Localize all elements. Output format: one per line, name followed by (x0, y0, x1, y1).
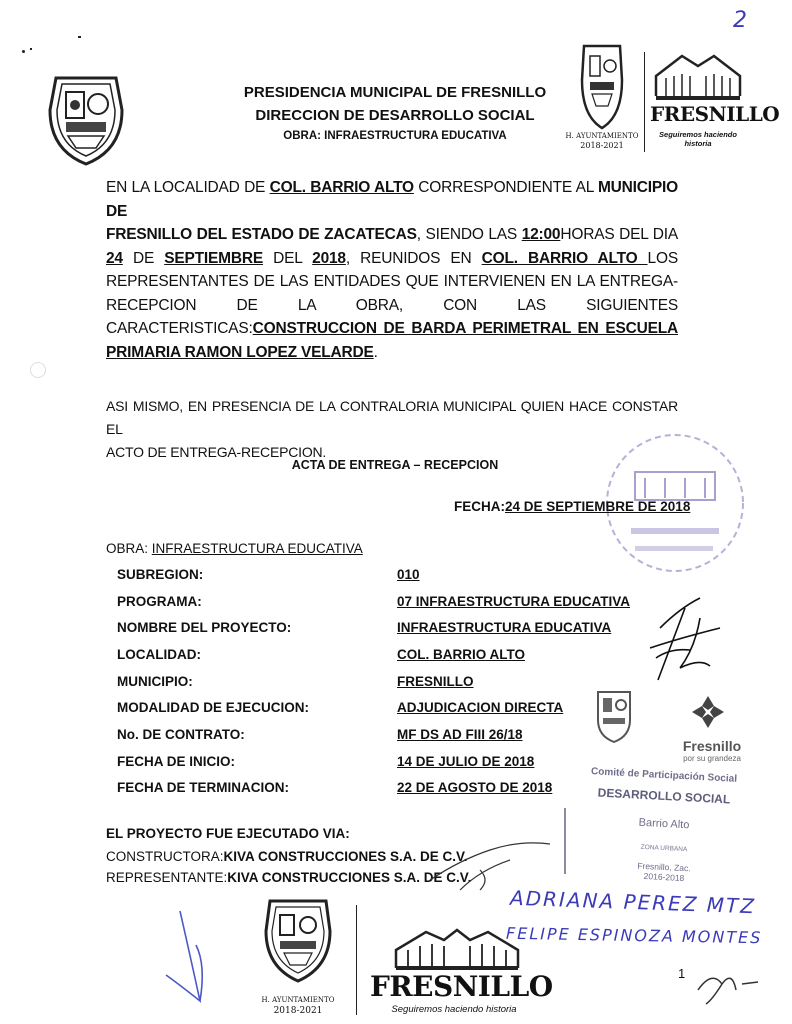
fresnillo-flower-icon (690, 694, 726, 730)
constructora-value: KIVA CONSTRUCCIONES S.A. DE C.V. (223, 849, 468, 864)
comite-stamp (560, 688, 760, 888)
page-number: 1 (678, 966, 686, 981)
speck (22, 50, 25, 53)
stamp-line: 2016-2018 (643, 870, 685, 884)
header-subtitle: DIRECCION DE DESARROLLO SOCIAL (255, 107, 535, 124)
stamp-line: Comité de Participación Social (590, 766, 738, 785)
detail-row (117, 594, 631, 609)
detail-row (117, 780, 553, 795)
representante-label: REPRESENTANTE: (106, 870, 228, 885)
detail-value: 010 (397, 567, 420, 582)
fresnillo-slogan: Seguiremos haciendo historia (659, 130, 737, 148)
fecha-label: FECHA: (454, 499, 505, 514)
ayuntamiento-label: H. AYUNTAMIENTO (565, 132, 639, 140)
contraloria-paragraph (106, 395, 678, 464)
detail-label: MODALIDAD DE EJECUCION: (117, 700, 310, 715)
acta-title: ACTA DE ENTREGA – RECEPCION (291, 458, 499, 472)
detail-row (117, 647, 525, 662)
detail-label: FECHA DE TERMINACION: (117, 780, 289, 795)
fecha-line (454, 499, 690, 514)
footer-ayuntamiento: H. AYUNTAMIENTO (261, 996, 335, 1004)
speck (30, 48, 32, 50)
detail-row (117, 567, 420, 582)
detail-row (117, 700, 564, 715)
detail-row (117, 754, 535, 769)
representante-line (106, 870, 471, 885)
stamp-brand: Fresnillo (682, 738, 742, 754)
intro-line-3 (106, 247, 678, 271)
stamp-border (564, 808, 576, 874)
stamp-line: Fresnillo, Zac. (637, 860, 691, 874)
detail-label: NOMBRE DEL PROYECTO: (117, 620, 292, 635)
handwritten-name: ADRIANA PEREZ MTZ (509, 885, 757, 919)
fecha-value: 24 DE SEPTIEMBRE DE 2018 (505, 499, 691, 514)
mes-value: SEPTIEMBRE (164, 249, 263, 267)
footer-seal-logo (258, 895, 338, 985)
ayuntamiento-seal-logo (578, 40, 626, 132)
comite-seal-icon (594, 688, 634, 744)
obra-line (106, 541, 363, 556)
text: DEL (262, 249, 313, 267)
detail-row (117, 674, 474, 689)
dia-value: 24 (106, 249, 123, 267)
text: EN LA LOCALIDAD DE (106, 179, 270, 196)
speck (78, 36, 81, 38)
header-title: PRESIDENCIA MUNICIPAL DE FRESNILLO (243, 84, 547, 101)
text: . (373, 343, 378, 361)
text: DE (122, 249, 165, 267)
detail-value: 14 DE JULIO DE 2018 (397, 754, 535, 769)
representante-value: KIVA CONSTRUCCIONES S.A. DE C.V. (227, 870, 472, 885)
detail-row (117, 727, 523, 742)
text: CARACTERISTICAS: (106, 320, 253, 337)
municipio-value: MUNICIPIO DE (106, 179, 678, 220)
signature (160, 905, 220, 1015)
detail-value: INFRAESTRUCTURA EDUCATIVA (397, 620, 612, 635)
detail-value: 07 INFRAESTRUCTURA EDUCATIVA (397, 594, 631, 609)
fresnillo-brand: FRESNILLO (650, 102, 780, 126)
intro-line-4: REPRESENTANTES DE LAS ENTIDADES QUE INTERVIENEN EN LA ENTREGA- (106, 273, 678, 290)
detail-value: ADJUDICACION DIRECTA (397, 700, 564, 715)
handwritten-page-number: 2 (733, 8, 747, 33)
detail-value: COL. BARRIO ALTO (397, 647, 525, 662)
footer-years: 2018-2021 (273, 1006, 323, 1016)
detail-label: SUBREGION: (117, 567, 204, 582)
obra-description: PRIMARIA RAMON LOPEZ VELARDE (106, 343, 374, 361)
text: CORRESPONDIENTE AL (413, 179, 598, 196)
intro-line-6 (106, 317, 678, 341)
intro-line-1 (106, 176, 678, 223)
intro-line-5: RECEPCION DE LA OBRA, CON LAS SIGUIENTES (106, 296, 678, 314)
ejecucion-title: EL PROYECTO FUE EJECUTADO VIA: (106, 826, 350, 841)
constructora-line (106, 849, 468, 864)
stamp-line: Barrio Alto (638, 816, 690, 832)
footer-fresnillo-building-logo (392, 924, 522, 972)
stamp-line: DESARROLLO SOCIAL (597, 785, 731, 807)
footer-slogan: Seguiremos haciendo historia (391, 1004, 517, 1015)
detail-value: 22 DE AGOSTO DE 2018 (397, 780, 553, 795)
detail-label: LOCALIDAD: (117, 647, 201, 662)
stamp-tagline: por su grandeza (683, 754, 741, 763)
constructora-label: CONSTRUCTORA: (106, 849, 224, 864)
handwritten-name: FELIPE ESPINOZA MONTES (505, 923, 763, 948)
detail-value: FRESNILLO (397, 674, 474, 689)
stamp-line: ZONA URBANA (640, 843, 688, 854)
municipal-seal-logo (36, 70, 136, 170)
anio-value: 2018 (312, 249, 346, 267)
detail-label: MUNICIPIO: (117, 674, 193, 689)
logo-divider (644, 52, 645, 152)
signature (692, 960, 762, 1010)
lugar-value: COL. BARRIO ALTO (481, 249, 648, 267)
intro-line-7 (106, 341, 678, 365)
text: HORAS DEL DIA (560, 226, 678, 243)
detail-label: No. DE CONTRATO: (117, 727, 245, 742)
obra-value: INFRAESTRUCTURA EDUCATIVA (151, 541, 363, 556)
header-obra: OBRA: INFRAESTRUCTURA EDUCATIVA (283, 130, 507, 142)
ayuntamiento-years: 2018-2021 (580, 141, 624, 150)
text: , SIENDO LAS (416, 226, 522, 243)
text: , REUNIDOS EN (345, 249, 482, 267)
intro-line-2 (106, 223, 678, 247)
fresnillo-building-logo (652, 46, 744, 104)
footer-brand: FRESNILLO (370, 970, 553, 1003)
hora-value: 12:00 (521, 226, 561, 243)
text: LOS (647, 249, 678, 267)
signature (640, 588, 730, 688)
obra-description: CONSTRUCCION DE BARDA PERIMETRAL EN ESCUELA (252, 320, 678, 337)
footer-divider (356, 905, 357, 1015)
intro-paragraph (106, 176, 678, 364)
detail-value: MF DS AD FIII 26/18 (397, 727, 523, 742)
detail-label: PROGRAMA: (117, 594, 202, 609)
municipio-value: FRESNILLO DEL ESTADO DE ZACATECAS (106, 226, 417, 243)
contraloria-line-2: ACTO DE ENTREGA-RECEPCION. (106, 444, 327, 460)
detail-label: FECHA DE INICIO: (117, 754, 235, 769)
obra-label: OBRA: (106, 541, 152, 556)
contraloria-line-1: ASI MISMO, EN PRESENCIA DE LA CONTRALORIA MUNICIPAL QUIEN HACE CONSTAR EL (106, 398, 678, 437)
detail-row (117, 620, 612, 635)
punch-hole (30, 362, 46, 378)
localidad-value: COL. BARRIO ALTO (269, 179, 414, 196)
